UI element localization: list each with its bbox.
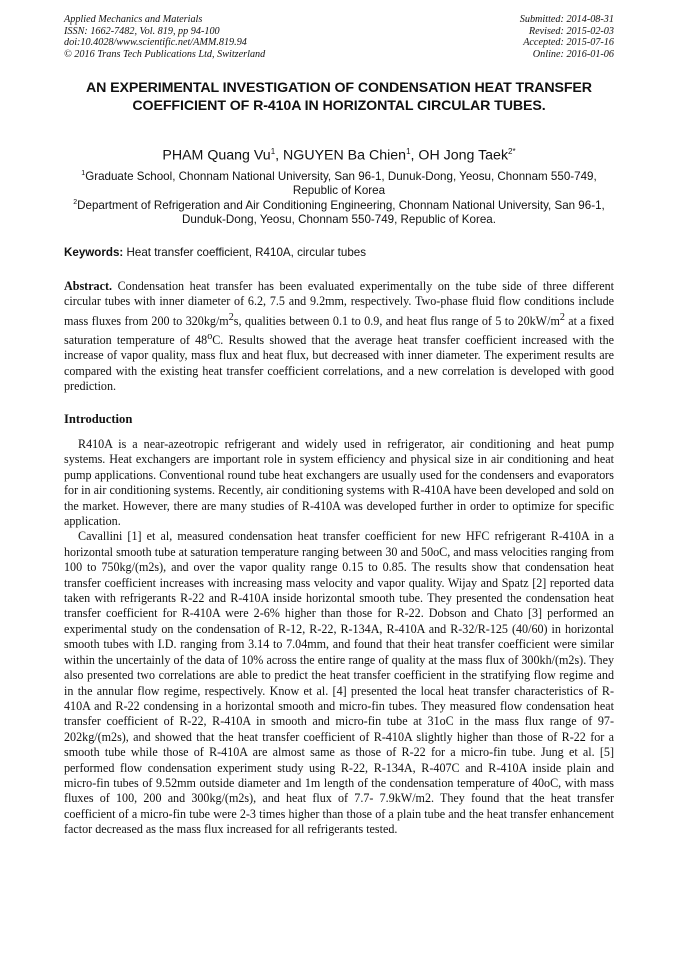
abstract-text-3: at a fixed saturation temperature of 48 <box>64 313 614 347</box>
author-separator: , <box>275 147 284 164</box>
author-name: PHAM Quang Vu <box>162 147 271 164</box>
keywords-label: Keywords: <box>64 246 124 259</box>
abstract-text-4: C. Results showed that the average heat transfer coefficient increased with the increase of vapor quality, mass flux and heat flux, but decreased with inner diameter. The experiment results are compared with the existing heat transfer coefficient correlations, and a new correlation is developed with good prediction. <box>64 332 614 393</box>
journal-name: Applied Mechanics and Materials <box>64 14 203 25</box>
author-separator: , <box>410 147 419 164</box>
author-affil-mark: 1 <box>406 147 411 156</box>
affiliation-mark: 2 <box>73 199 78 206</box>
date-accepted: Accepted: 2015-07-16 <box>523 37 614 49</box>
introduction-body <box>64 437 614 838</box>
article-dates <box>520 14 614 60</box>
author-name: OH Jong Taek <box>418 147 509 164</box>
affiliation-text: Graduate School, Chonnam National University, San 96-1, Dunuk-Dong, Yeosu, Chonnam 550-749, Republic of Korea <box>85 169 597 198</box>
author-name: NGUYEN Ba Chien <box>283 147 407 164</box>
journal-copyright: © 2016 Trans Tech Publications Ltd, Switzerland <box>64 48 266 60</box>
author-affil-mark: 2* <box>508 147 516 156</box>
keywords-text: Heat transfer coefficient, R410A, circular tubes <box>123 246 367 259</box>
abstract-superscript: 2 <box>228 311 234 323</box>
abstract-text-1: Condensation heat transfer has been evaluated experimentally on the tube side of three different circular tubes with inner diameter of 6.2, 7.5 and 9.2mm, respectively. Two-phase fluid flow conditions include mass fluxes from 200 to 320kg/m <box>64 279 614 328</box>
journal-info <box>64 14 265 60</box>
author-list <box>64 143 614 165</box>
abstract-superscript: 2 <box>559 311 565 323</box>
date-revised: Revised: 2015-02-03 <box>528 25 614 37</box>
date-online: Online: 2016-01-06 <box>532 48 614 60</box>
affiliation-2 <box>64 196 614 228</box>
affiliation-1 <box>64 167 614 199</box>
author-affil-mark: 1 <box>270 147 276 156</box>
abstract <box>64 279 614 394</box>
section-heading-introduction: Introduction <box>64 412 133 426</box>
affiliation-text: Department of Refrigeration and Air Conditioning Engineering, Chonnam National University, San 96-1, Dunduk-Dong, Yeosu, Chonnam 550-749, Republic of Korea. <box>77 198 605 227</box>
journal-header <box>64 14 614 60</box>
body-paragraph: R410A is a near-azeotropic refrigerant and widely used in refrigerator, air conditioning and heat pump systems. Heat exchangers are important role in system efficiency and physical size in air conditioning and heat pump applications. Conventional round tube heat exchangers are usually used for the condensers and evaporators for in air conditioning systems. Recently, air conditioning systems with R-410A have been developed and sold on the market. However, there are many studies of R-410A was developed further in order to optimize for specific application. <box>64 437 614 529</box>
journal-issn: ISSN: 1662-7482, Vol. 819, pp 94-100 <box>64 25 220 37</box>
paper-title: AN EXPERIMENTAL INVESTIGATION OF CONDENSATION HEAT TRANSFER COEFFICIENT OF R-410A IN HORIZONTAL CIRCULAR TUBES. <box>86 80 592 114</box>
abstract-superscript: o <box>207 330 213 342</box>
date-submitted: Submitted: 2014-08-31 <box>519 14 614 25</box>
abstract-label: Abstract. <box>64 279 113 293</box>
keywords <box>64 246 614 260</box>
affiliation-mark: 1 <box>81 170 86 177</box>
body-paragraph: Cavallini [1] et al, measured condensation heat transfer coefficient for new HFC refrigerant R-410A in a horizontal smooth tube at saturation temperature ranging between 30 and 50oC, and mass velocities ranging from 100 to 750kg/(m2s), and over the vapor quality range 0.15 to 0.85. The results show that condensation heat transfer coefficient increases with increasing mass velocity and vapor quality. Wijay and Spatz [2] reported data taken with refrigerants R-22 and R-410A inside horizontal smooth tube. They presented the condensation heat transfer coefficient for R-410A were 2-6% higher than those for R-22. Dobson and Chato [3] performed an experimental study on the condensation of R-12, R-22, R-134A, R-410A and R-32/R-125 (40/60) in horizontal smooth tubes with I.D. ranging from 3.14 to 7.04mm, and found that their heat transfer coefficient were similar within the uncertainly of the data of 10% across the entire range of quality at the mass flux of 300kh/(m2s). They also presented two correlations are able to predict the heat transfer coefficient in the stratifying flow regime and in the annular flow regime, respectively. Know et al. [4] presented the local heat transfer characteristics of R-410A and R-22 condensing in a horizontal smooth and micro-fin tubes. They measured flow condensation heat transfer coefficient of R-22, R-410A in smooth and micro-fin tube at 31oC in the mass flux range of 97-202kg/(m2s), and showed that the heat transfer coefficient of R-410A slightly higher than those of R-22 for a smooth tube while those of R-410A are almost same as those of R-22 for a micro-fin tube. Jung et al. [5] performed flow condensation experiment study using R-22, R-134A, R-407C and R-410A inside plain and micro-fin tubes of 9.52mm outside diameter and 1m length of the condensation temperature of 40oC, with mass fluxes of 100, 200 and 300kg/(m2s), and heat flux of 7.7- 7.9kW/m2. They found that the heat transfer coefficient of a micro-fin tube were 2-3 times higher than those of a plain tube and the heat transfer enhancement factor decreased as the mass flux increased for all refrigerants tested. <box>64 529 614 837</box>
journal-doi: doi:10.4028/www.scientific.net/AMM.819.94 <box>64 37 247 49</box>
abstract-text-2: s, qualities between 0.1 to 0.9, and heat flus range of 5 to 20kW/m <box>233 313 560 328</box>
